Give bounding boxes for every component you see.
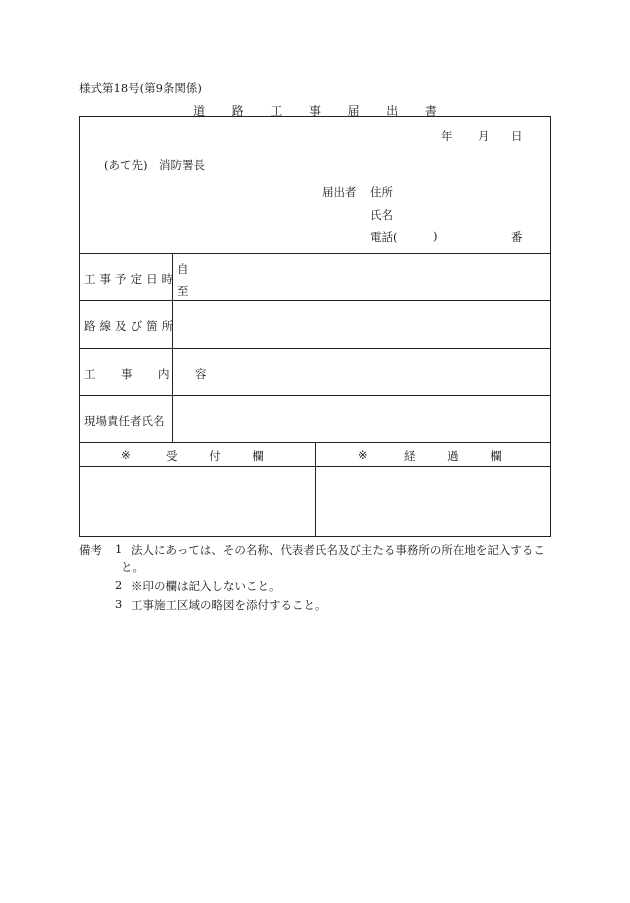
progress-mark: ※ bbox=[358, 448, 368, 462]
remark-text: ※印の欄は記入しないこと。 bbox=[131, 579, 281, 593]
schedule-from-label: 自 bbox=[177, 262, 189, 276]
month-label: 月 bbox=[478, 129, 490, 143]
remark-continuation: と。 bbox=[121, 560, 144, 574]
form-title: 道 路 工 事 届 出 書 bbox=[193, 104, 449, 118]
content-label: 工 事 内 容 bbox=[84, 367, 218, 381]
remark-text: 法人にあっては、その名称、代表者氏名及び主たる事務所の所在地を記入するこ bbox=[131, 543, 545, 557]
progress-label: 経 過 欄 bbox=[404, 449, 505, 463]
addressee: (あて先) 消防署長 bbox=[104, 158, 205, 172]
remark-text: 工事施工区域の略図を添付すること。 bbox=[131, 598, 327, 612]
phone-suffix: 番 bbox=[511, 230, 523, 244]
name-label: 氏名 bbox=[370, 208, 393, 222]
reception-column-divider bbox=[315, 442, 316, 537]
receipt-mark: ※ bbox=[121, 448, 131, 462]
row-divider bbox=[79, 395, 551, 396]
notifier-label: 届出者 bbox=[322, 185, 357, 199]
schedule-label: 工事予定日時 bbox=[84, 272, 178, 286]
remark-number: 1 bbox=[115, 542, 123, 556]
row-divider bbox=[79, 253, 551, 254]
address-label: 住所 bbox=[370, 185, 393, 199]
remark-number: 2 bbox=[115, 578, 123, 592]
route-label: 路線及び箇所 bbox=[84, 319, 178, 333]
phone-close: ) bbox=[433, 229, 438, 243]
form-number: 様式第18号(第9条関係) bbox=[79, 81, 202, 95]
remarks-label: 備考 bbox=[79, 543, 102, 557]
phone-label: 電話( bbox=[370, 230, 398, 244]
year-label: 年 bbox=[441, 129, 453, 143]
row-divider bbox=[79, 348, 551, 349]
supervisor-label: 現場責任者氏名 bbox=[84, 414, 165, 428]
remark-number: 3 bbox=[115, 597, 123, 611]
day-label: 日 bbox=[511, 129, 523, 143]
row-divider bbox=[79, 300, 551, 301]
receipt-label: 受 付 欄 bbox=[166, 449, 267, 463]
schedule-to-label: 至 bbox=[177, 284, 189, 298]
